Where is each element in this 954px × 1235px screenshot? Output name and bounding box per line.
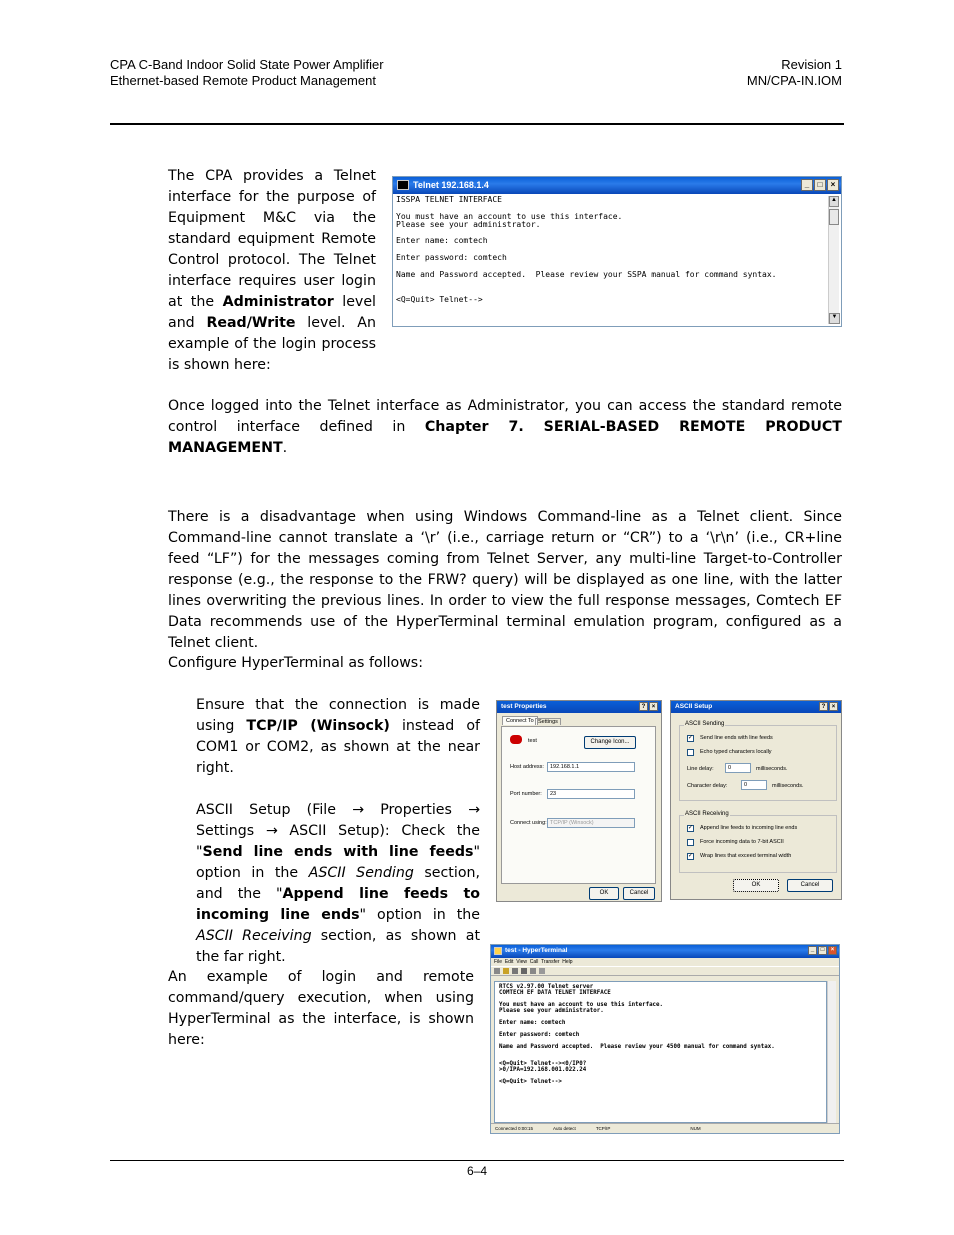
hyperterminal-toolbar [491,966,839,976]
header-rule [110,123,844,125]
ascii-setup-dialog [670,700,842,900]
header-right-1: Revision 1 [781,57,842,72]
wrap-label: Wrap lines that exceed terminal width [700,853,792,859]
hyperterminal-icon [494,947,502,955]
cancel-button: Cancel [787,879,833,892]
port-field: 23 [547,789,635,799]
ascii-titlebar: ASCII Setup ? × [671,701,841,713]
send-icon [530,968,536,974]
minimize-icon: _ [808,946,817,955]
host-field: 192.168.1.1 [547,762,635,772]
help-icon: ? [819,702,828,711]
append-lf-checkbox: ✓ [688,825,694,831]
char-delay-label: Character delay: [687,783,728,789]
append-lf-label: Append line feeds to incoming line ends [700,825,798,831]
hyperterminal-title: test - HyperTerminal [505,947,568,954]
footer-rule [110,1160,844,1161]
close-icon: × [828,946,837,955]
help-icon: ? [639,702,648,711]
connect-using-label: Connect using: [510,820,547,826]
port-label: Port number: [510,791,542,797]
connection-name: test [528,738,537,744]
status-detect: Auto detect [553,1126,576,1131]
open-icon [503,968,509,974]
line-delay-unit: milliseconds. [756,766,788,772]
send-lf-checkbox: ✓ [688,735,694,741]
new-icon [494,968,500,974]
cancel-button: Cancel [623,887,655,900]
example-paragraph: An example of login and remote command/query execution, when using HyperTerminal as the interface, is shown here: [168,969,474,1048]
hyperterminal-console-text: RTCS v2.97.00 Telnet server COMTECH EF DATA TELNET INTERFACE You must have an account to use this interface. Please see your administrator. Enter name: comtech Enter password: comtech Name and Password accepted. Please review your 4500 manual for command syntax. <Q=Quit> Telnet--><0/IP0? >0/IPA=192.168.001.022.24 <Q=Quit> Telnet--> [499,984,775,1086]
telnet-titlebar [393,177,841,194]
change-icon-button: Change Icon... [584,736,636,749]
hyperterminal-titlebar [491,945,839,958]
hyperterminal-menu: File Edit View Call Transfer Help [494,959,573,965]
ascii-sending-group: ASCII Sending ✓ Send line ends with line feeds Echo typed characters locally Line delay: 0 milliseconds. Character delay: 0 milliseconds. [679,725,837,801]
properties-dialog [496,700,662,902]
properties-titlebar: test Properties ? × [497,701,661,713]
tab-connect-to: Connect To [502,716,538,725]
disconnect-icon [512,968,518,974]
logged-paragraph: Once logged into the Telnet interface as Administrator, you can access the standard remote control interface defined in Chapter 7. SERIAL-BASED REMOTE PRODUCT MANAGEMENT. [168,398,842,456]
properties-icon [539,968,545,974]
ok-button: OK [733,879,779,892]
telnet-scrollbar: ▲ ▼ [828,196,839,324]
close-icon: × [649,702,658,711]
host-label: Host address: [510,764,544,770]
force7-checkbox [687,839,694,846]
telnet-window [392,176,842,327]
hyperterminal-window [490,944,840,1134]
maximize-icon: □ [814,179,826,191]
configure-line: Configure HyperTerminal as follows: [168,655,423,671]
ok-button: OK [589,887,619,900]
page-number: 6–4 [466,1164,488,1178]
line-delay-label: Line delay: [687,766,714,772]
header-left-2: Ethernet-based Remote Product Management [110,73,376,88]
status-connected: Connected 0:00:15 [495,1126,534,1131]
ascii-receiving-group: ASCII Receiving ✓ Append line feeds to incoming line ends Force incoming data to 7-bit ASCII ✓ Wrap lines that exceed terminal width [679,815,837,873]
close-icon: × [827,179,839,191]
status-protocol: TCP/IP [595,1126,611,1131]
tab-settings: Settings [535,718,561,725]
telnet-console-text: ISSPA TELNET INTERFACE You must have an account to use this interface. Please see your administrator. Enter name: comtech Enter password: comtech Name and Password accepted. Please review your SSPA manual for command syntax. <Q=Quit> Telnet--> [396,195,777,304]
header-left-1: CPA C-Band Indoor Solid State Power Amplifier [110,57,384,72]
maximize-icon: □ [818,946,827,955]
wrap-checkbox: ✓ [688,853,694,859]
force7-label: Force incoming data to 7-bit ASCII [700,839,784,845]
properties-panel [501,726,656,884]
telnet-title: Telnet 192.168.1.4 [413,180,489,190]
phone-icon [521,968,527,974]
step1-paragraph: Ensure that the connection is made using TCP/IP (Winsock) instead of COM1 or COM2, as shown at the near right. [196,697,481,776]
console-icon [397,180,409,190]
char-delay-field: 0 [741,780,767,790]
header-right-2: MN/CPA-IN.IOM [746,73,842,88]
hyperterminal-screen [494,981,827,1123]
echo-checkbox [687,749,694,756]
status-num: NUM [690,1126,701,1131]
hyperterminal-statusbar [491,1123,840,1133]
connect-using-select: TCP/IP (Winsock) [547,818,635,828]
echo-label: Echo typed characters locally [700,749,772,755]
step2-paragraph: ASCII Setup (File → Properties → Settings → ASCII Setup): Check the "Send line ends with line feeds" option in the ASCII Sending section, and the "Append line feeds to incoming line ends" option in the ASCII Receiving section, as shown at the far right. [196,802,481,965]
disadvantage-paragraph: There is a disadvantage when using Windows Command-line as a Telnet client. Since Command-line cannot translate a ‘\r’ (i.e., carriage return or “CR”) to a ‘\r\n’ (i.e., CR+line feed “LF”) for the messages coming from Telnet Server, any multi-line Target-to-Controller response (e.g., the response to the FRW? query) will be displayed as one line, with the latter lines overwriting the previous lines. In order to view the full response messages, Comtech EF Data recommends use of the HyperTerminal terminal emulation program, configured as a Telnet client. [168,509,842,651]
send-lf-label: Send line ends with line feeds [700,735,773,741]
intro-paragraph: The CPA provides a Telnet interface for the purpose of Equipment M&C via the standard equipment Remote Control protocol. The Telnet interface requires user login at the Administrator level and Read/Write level. An example of the login process is shown here: [168,168,377,373]
phone-icon [510,735,522,744]
close-icon: × [829,702,838,711]
hyperterminal-scrollbar [827,981,836,1123]
line-delay-field: 0 [725,763,751,773]
minimize-icon: _ [801,179,813,191]
char-delay-unit: milliseconds. [772,783,804,789]
